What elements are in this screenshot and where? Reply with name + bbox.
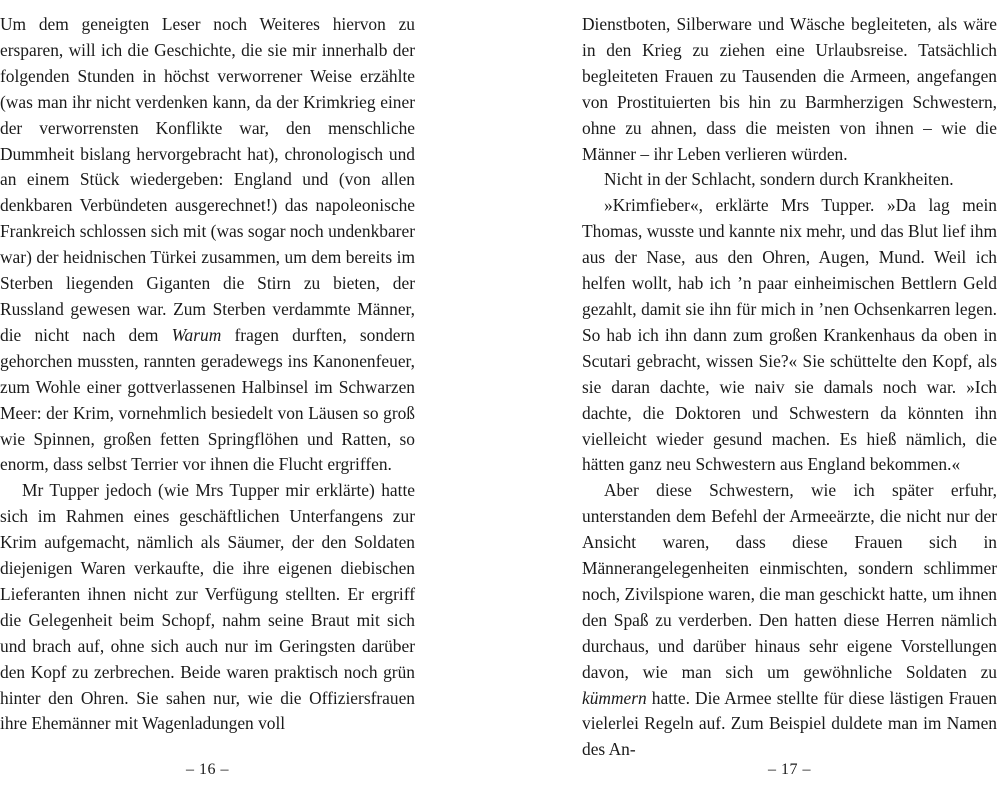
text-run: Dienstboten, Silberware und Wäsche begleiteten, als wäre in den Krieg zu ziehen eine Urlaubsreise. Tatsächlich begleiteten Frauen zu Tausenden die Armeen, angefangen von Prostituierten bis hin zu Barmherzigen Schwestern, ohne zu ahnen, dass die meisten von ihnen – wie die Männer – ihr Leben verlieren würden.: [582, 14, 997, 164]
right-page-text: [582, 12, 997, 763]
paragraph: [0, 12, 415, 478]
text-run: fragen durften, sondern gehorchen mussten, rannten geradewegs ins Kanonenfeuer, zum Wohle einer gottverlassenen Halbinsel im Schwarzen Meer: der Krim, vornehmlich besiedelt von Läusen so groß wie Spinnen, großen fetten Springflöhen und Ratten, so enorm, dass selbst Terrier vor ihnen die Flucht ergriffen.: [0, 324, 415, 475]
text-run: Aber diese Schwestern, wie ich später erfuhr, unterstanden dem Befehl der Armeeärzte, die nicht nur der Ansicht waren, dass diese Frauen sich in Männerangelegenheiten einmischten, sondern schlimmer noch, Zivilspione waren, die man geschickt hatte, um ihnen den Spaß zu verderben. Den hatten diese Herren nämlich durchaus, und darüber hinaus sehr eigene Vorstellungen davon, wie man sich um gewöhnliche Soldaten zu: [582, 480, 997, 682]
page-number: – 16 –: [186, 761, 229, 778]
text-run: Um dem geneigten Leser noch Weiteres hiervon zu ersparen, will ich die Geschichte, die sie mir innerhalb der folgenden Stunden in höchst verworrener Weise erzählte (was man ihr nicht verdenken kann, da der Krimkrieg einer der verworrensten Konflikte war, den menschliche Dummheit bislang hervorgebracht hat), chronologisch und an einem Stück wiedergeben: England und (von allen denkbaren Verbündeten ausgerechnet!) das napoleonische Frankreich schlossen sich mit (was sogar noch undenkbarer war) der heidnischen Türkei zusammen, um dem bereits im Sterben liegenden Giganten die Stirn zu bieten, der Russland gewesen war. Zum Sterben verdammte Männer, die nicht nach dem: [0, 14, 415, 345]
text-run: »Krimfieber«, erklärte Mrs Tupper. »Da lag mein Thomas, wusste und kannte nix mehr, und das Blut lief ihm aus der Nase, aus den Ohren, Augen, Mund. Weil ich helfen wollt, hab ich ’n paar einheimischen Bettlern Geld gezahlt, damit sie ihn für mich in ’nen Ochsenkarren legen. So hab ich ihn dann zum großen Krankenhaus da oben in Scutari gebracht, wissen Sie?« Sie schüttelte den Kopf, als sie daran dachte, wie naiv sie damals noch war. »Ich dachte, die Doktoren und Schwestern da könnten ihn vielleicht wieder gesund machen. Es hieß nämlich, die hätten ganz neu Schwestern aus England bekommen.«: [582, 195, 997, 475]
right-page: [582, 12, 997, 763]
page-number: – 17 –: [768, 761, 811, 778]
paragraph: [582, 478, 997, 763]
text-run: hatte. Die Armee stellte für diese lästigen Frauen vielerlei Regeln auf. Zum Beispiel duldete man im Namen des An-: [582, 687, 997, 760]
paragraph: [582, 167, 997, 193]
paragraph: [582, 193, 997, 478]
left-page: [0, 12, 415, 737]
emphasis-text: kümmern: [582, 687, 647, 708]
text-run: Nicht in der Schlacht, sondern durch Krankheiten.: [604, 169, 954, 190]
paragraph: [582, 12, 997, 167]
paragraph: [0, 478, 415, 737]
text-run: Mr Tupper jedoch (wie Mrs Tupper mir erklärte) hatte sich im Rahmen eines geschäftlichen Unterfangens zur Krim aufgemacht, nämlich als Säumer, der den Soldaten diejenigen Waren verkaufte, die ihre eigenen diebischen Lieferanten ihnen nicht zur Verfügung stellten. Er ergriff die Gelegenheit beim Schopf, nahm seine Braut mit sich und brach auf, ohne sich auch nur im Geringsten darüber den Kopf zu zerbrechen. Beide waren praktisch noch grün hinter den Ohren. Sie sahen nur, wie die Offiziersfrauen ihre Ehemänner mit Wagenladungen voll: [0, 480, 415, 734]
emphasis-text: Warum: [171, 324, 222, 345]
left-page-text: [0, 12, 415, 737]
